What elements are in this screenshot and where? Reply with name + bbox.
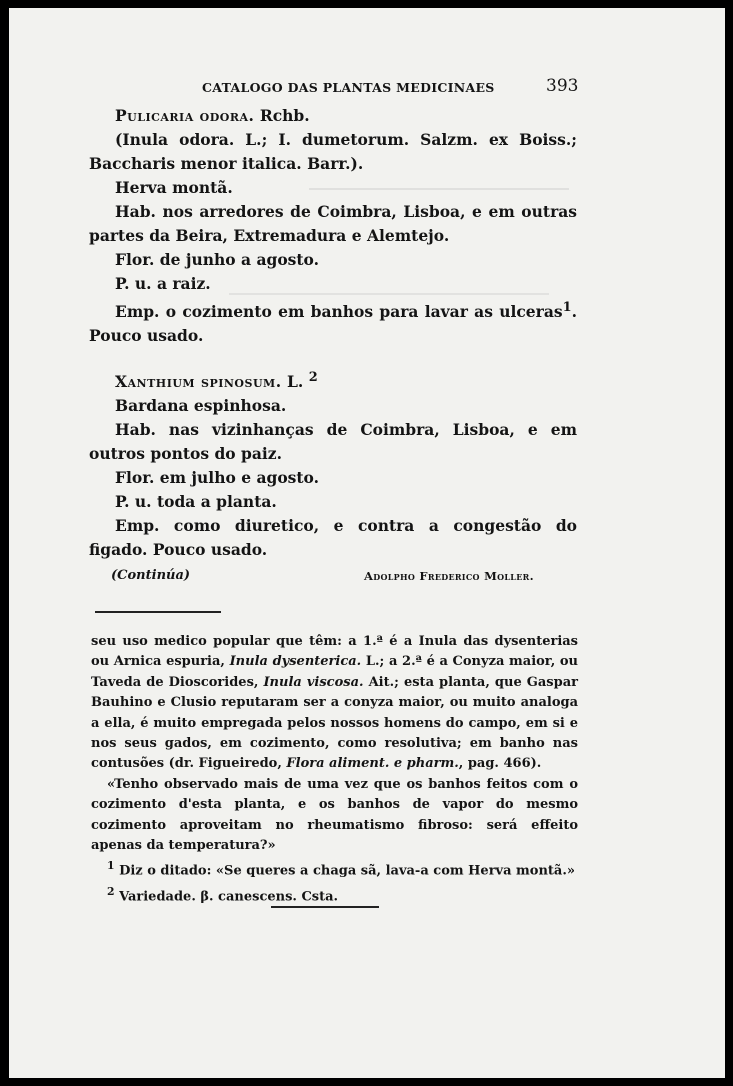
- flowering: Flor. em julho e agosto.: [115, 468, 320, 488]
- footnote-ref: 1: [562, 300, 572, 315]
- signature-row: [89, 564, 577, 588]
- footnote-2: $^2$ Variedade. β. canescens. Csta.: [107, 885, 339, 905]
- use-text: Emp. o cozimento em banhos para lavar as ulceras: [115, 302, 563, 322]
- footnote-continuation: seu uso medico popular que têm: a 1.ª é a Inula das dysenterias ou Arnica espuria, Inula dysenterica. L.; a 2.ª é a Conyza maior, ou Taveda de Dioscorides, Inula viscosa. Ait.; esta planta, que Gaspar Bauhino e Clusio reputaram ser a conyza maior, ou muito analoga a ella, é muito empregada pelos nossos homens do campo, em si e nos seus gados, em cozimento, como resolutiva; em banho nas contusões (dr. Figueiredo, Flora aliment. e pharm., pag. 466).: [91, 634, 578, 772]
- closing-rule: [271, 906, 379, 908]
- flowering: Flor. de junho a agosto.: [115, 250, 320, 269]
- species-name: Xanthium spinosum.: [115, 372, 282, 392]
- book-page: [9, 8, 725, 1078]
- continua-note: (Continúa): [111, 568, 191, 584]
- latin-name: Inula dysenterica.: [229, 654, 362, 670]
- footnote-ref: 2: [308, 370, 318, 386]
- footnotes: [91, 632, 578, 908]
- part-used: P. u. toda a planta.: [115, 492, 277, 512]
- species-author: L.: [287, 372, 304, 392]
- article-author: Adolpho Frederico Moller.: [364, 569, 534, 584]
- main-text: [89, 104, 577, 588]
- use-tail: . Pouco usado.: [89, 302, 577, 346]
- footnote-1: $^1$ Diz o ditado: «Se queres a chaga sã, lava-a com Herva montã.»: [107, 859, 576, 879]
- footnote-marker: 2: [107, 885, 115, 899]
- footnote-rule: [95, 611, 221, 613]
- use: [89, 296, 577, 348]
- running-title: CATALOGO DAS PLANTAS MEDICINAES: [202, 80, 495, 95]
- reference-title: Flora aliment. e pharm.: [286, 756, 459, 772]
- page-number: 393: [546, 76, 579, 96]
- habitat: Hab. nos arredores de Coimbra, Lisboa, e em outras partes da Beira, Extremadura e Alemtejo.: [89, 202, 577, 245]
- footnote-marker: 1: [107, 859, 115, 873]
- entry-heading: [89, 366, 577, 394]
- habitat: Hab. nas vizinhanças de Coimbra, Lisboa, e em outros pontos do paiz.: [89, 420, 577, 464]
- entry-heading: [89, 104, 577, 128]
- common-name: Herva montã.: [115, 178, 233, 197]
- species-name: Pulicaria odora.: [115, 106, 255, 125]
- quotation: «Tenho observado mais de uma vez que os banhos feitos com o cozimento d'esta planta, e os banhos de vapor do mesmo cozimento aproveitam no rheumatismo fibroso: será effeito apenas da temperatura?»: [91, 776, 578, 854]
- part-used: P. u. a raiz.: [115, 274, 211, 293]
- entry-xanthium: [89, 366, 577, 562]
- species-author: Rchb.: [259, 106, 310, 125]
- latin-name: Inula viscosa.: [263, 674, 364, 690]
- synonyms: (Inula odora. L.; I. dumetorum. Salzm. ex Boiss.; Baccharis menor italica. Barr.).: [89, 130, 577, 173]
- entry-pulicaria: [89, 104, 577, 348]
- common-name: Bardana espinhosa.: [115, 396, 287, 416]
- use: Emp. como diuretico, e contra a congestão do figado. Pouco usado.: [89, 516, 577, 560]
